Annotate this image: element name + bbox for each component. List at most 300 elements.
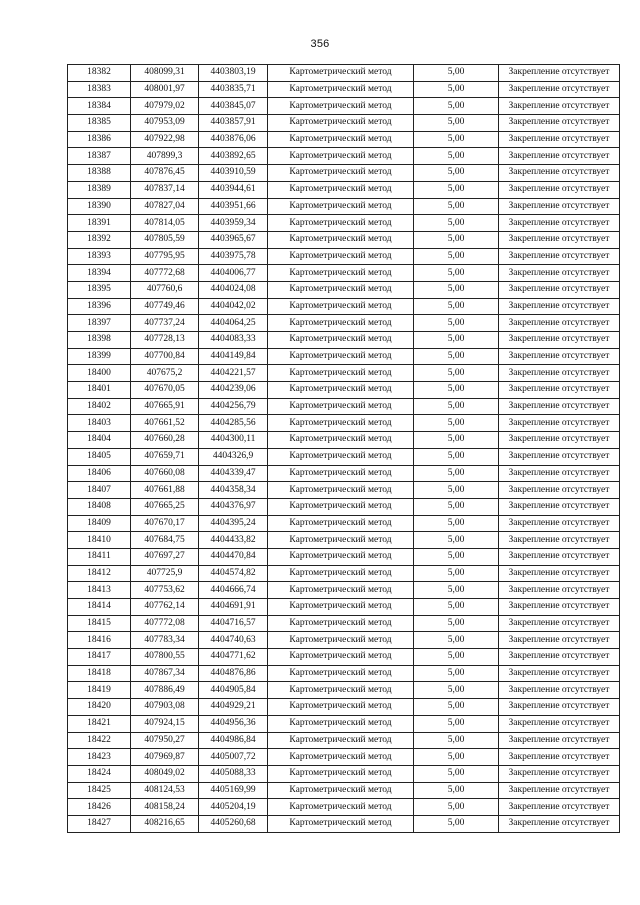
y-coordinate-cell: 4405169,99	[199, 782, 268, 799]
method-cell: Картометрический метод	[268, 81, 414, 98]
point-number-cell: 18417	[68, 649, 131, 666]
point-number-cell: 18399	[68, 348, 131, 365]
method-cell: Картометрический метод	[268, 749, 414, 766]
table-row	[68, 415, 620, 432]
method-cell: Картометрический метод	[268, 582, 414, 599]
error-cell: 5,00	[414, 498, 499, 515]
error-cell: 5,00	[414, 599, 499, 616]
table-row	[68, 215, 620, 232]
y-coordinate-cell: 4404285,56	[199, 415, 268, 432]
fixation-cell: Закрепление отсутствует	[499, 432, 620, 449]
x-coordinate-cell: 407659,71	[131, 448, 199, 465]
y-coordinate-cell: 4404691,91	[199, 599, 268, 616]
fixation-cell: Закрепление отсутствует	[499, 65, 620, 82]
fixation-cell: Закрепление отсутствует	[499, 599, 620, 616]
fixation-cell: Закрепление отсутствует	[499, 765, 620, 782]
table-row	[68, 348, 620, 365]
method-cell: Картометрический метод	[268, 298, 414, 315]
error-cell: 5,00	[414, 65, 499, 82]
method-cell: Картометрический метод	[268, 382, 414, 399]
error-cell: 5,00	[414, 548, 499, 565]
table-row	[68, 198, 620, 215]
y-coordinate-cell: 4404574,82	[199, 565, 268, 582]
error-cell: 5,00	[414, 732, 499, 749]
x-coordinate-cell: 407886,49	[131, 682, 199, 699]
fixation-cell: Закрепление отсутствует	[499, 332, 620, 349]
x-coordinate-cell: 407661,52	[131, 415, 199, 432]
method-cell: Картометрический метод	[268, 415, 414, 432]
fixation-cell: Закрепление отсутствует	[499, 782, 620, 799]
y-coordinate-cell: 4404905,84	[199, 682, 268, 699]
method-cell: Картометрический метод	[268, 148, 414, 165]
x-coordinate-cell: 407814,05	[131, 215, 199, 232]
point-number-cell: 18406	[68, 465, 131, 482]
point-number-cell: 18394	[68, 265, 131, 282]
y-coordinate-cell: 4404221,57	[199, 365, 268, 382]
point-number-cell: 18390	[68, 198, 131, 215]
point-number-cell: 18408	[68, 498, 131, 515]
error-cell: 5,00	[414, 298, 499, 315]
fixation-cell: Закрепление отсутствует	[499, 649, 620, 666]
x-coordinate-cell: 407969,87	[131, 749, 199, 766]
table-row	[68, 98, 620, 115]
y-coordinate-cell: 4403910,59	[199, 165, 268, 182]
x-coordinate-cell: 407753,62	[131, 582, 199, 599]
error-cell: 5,00	[414, 265, 499, 282]
x-coordinate-cell: 407953,09	[131, 115, 199, 132]
method-cell: Картометрический метод	[268, 165, 414, 182]
error-cell: 5,00	[414, 332, 499, 349]
method-cell: Картометрический метод	[268, 448, 414, 465]
y-coordinate-cell: 4404771,62	[199, 649, 268, 666]
method-cell: Картометрический метод	[268, 515, 414, 532]
point-number-cell: 18412	[68, 565, 131, 582]
table-row	[68, 181, 620, 198]
fixation-cell: Закрепление отсутствует	[499, 582, 620, 599]
y-coordinate-cell: 4403803,19	[199, 65, 268, 82]
table-row	[68, 515, 620, 532]
table-row	[68, 615, 620, 632]
method-cell: Картометрический метод	[268, 565, 414, 582]
y-coordinate-cell: 4404300,11	[199, 432, 268, 449]
table-row	[68, 599, 620, 616]
x-coordinate-cell: 407924,15	[131, 715, 199, 732]
fixation-cell: Закрепление отсутствует	[499, 348, 620, 365]
point-number-cell: 18427	[68, 815, 131, 832]
error-cell: 5,00	[414, 665, 499, 682]
error-cell: 5,00	[414, 565, 499, 582]
table-row	[68, 632, 620, 649]
point-number-cell: 18424	[68, 765, 131, 782]
method-cell: Картометрический метод	[268, 181, 414, 198]
table-row	[68, 799, 620, 816]
y-coordinate-cell: 4404470,84	[199, 548, 268, 565]
x-coordinate-cell: 407950,27	[131, 732, 199, 749]
y-coordinate-cell: 4404326,9	[199, 448, 268, 465]
error-cell: 5,00	[414, 81, 499, 98]
method-cell: Картометрический метод	[268, 98, 414, 115]
error-cell: 5,00	[414, 281, 499, 298]
table-row	[68, 565, 620, 582]
x-coordinate-cell: 407660,08	[131, 465, 199, 482]
y-coordinate-cell: 4404042,02	[199, 298, 268, 315]
table-row	[68, 148, 620, 165]
error-cell: 5,00	[414, 432, 499, 449]
point-number-cell: 18392	[68, 231, 131, 248]
point-number-cell: 18425	[68, 782, 131, 799]
x-coordinate-cell: 408099,31	[131, 65, 199, 82]
point-number-cell: 18421	[68, 715, 131, 732]
fixation-cell: Закрепление отсутствует	[499, 115, 620, 132]
error-cell: 5,00	[414, 448, 499, 465]
y-coordinate-cell: 4404433,82	[199, 532, 268, 549]
fixation-cell: Закрепление отсутствует	[499, 415, 620, 432]
fixation-cell: Закрепление отсутствует	[499, 615, 620, 632]
y-coordinate-cell: 4404149,84	[199, 348, 268, 365]
method-cell: Картометрический метод	[268, 699, 414, 716]
error-cell: 5,00	[414, 649, 499, 666]
y-coordinate-cell: 4403835,71	[199, 81, 268, 98]
y-coordinate-cell: 4403857,91	[199, 115, 268, 132]
x-coordinate-cell: 407876,45	[131, 165, 199, 182]
fixation-cell: Закрепление отсутствует	[499, 131, 620, 148]
y-coordinate-cell: 4404929,21	[199, 699, 268, 716]
x-coordinate-cell: 407867,34	[131, 665, 199, 682]
x-coordinate-cell: 407772,08	[131, 615, 199, 632]
fixation-cell: Закрепление отсутствует	[499, 749, 620, 766]
fixation-cell: Закрепление отсутствует	[499, 198, 620, 215]
method-cell: Картометрический метод	[268, 398, 414, 415]
error-cell: 5,00	[414, 415, 499, 432]
x-coordinate-cell: 407697,27	[131, 548, 199, 565]
method-cell: Картометрический метод	[268, 715, 414, 732]
point-number-cell: 18411	[68, 548, 131, 565]
fixation-cell: Закрепление отсутствует	[499, 498, 620, 515]
table-row	[68, 548, 620, 565]
error-cell: 5,00	[414, 582, 499, 599]
fixation-cell: Закрепление отсутствует	[499, 165, 620, 182]
y-coordinate-cell: 4405260,68	[199, 815, 268, 832]
y-coordinate-cell: 4404064,25	[199, 315, 268, 332]
error-cell: 5,00	[414, 749, 499, 766]
table-row	[68, 649, 620, 666]
x-coordinate-cell: 407795,95	[131, 248, 199, 265]
y-coordinate-cell: 4403959,34	[199, 215, 268, 232]
x-coordinate-cell: 407737,24	[131, 315, 199, 332]
fixation-cell: Закрепление отсутствует	[499, 382, 620, 399]
y-coordinate-cell: 4404666,74	[199, 582, 268, 599]
fixation-cell: Закрепление отсутствует	[499, 565, 620, 582]
y-coordinate-cell: 4404395,24	[199, 515, 268, 532]
point-number-cell: 18400	[68, 365, 131, 382]
table-row	[68, 298, 620, 315]
error-cell: 5,00	[414, 198, 499, 215]
x-coordinate-cell: 407979,02	[131, 98, 199, 115]
x-coordinate-cell: 407772,68	[131, 265, 199, 282]
fixation-cell: Закрепление отсутствует	[499, 98, 620, 115]
point-number-cell: 18419	[68, 682, 131, 699]
method-cell: Картометрический метод	[268, 348, 414, 365]
point-number-cell: 18401	[68, 382, 131, 399]
x-coordinate-cell: 408124,53	[131, 782, 199, 799]
error-cell: 5,00	[414, 765, 499, 782]
coordinates-table	[67, 64, 620, 833]
table-row	[68, 131, 620, 148]
method-cell: Картометрический метод	[268, 482, 414, 499]
method-cell: Картометрический метод	[268, 782, 414, 799]
table-row	[68, 582, 620, 599]
table-row	[68, 332, 620, 349]
x-coordinate-cell: 407660,28	[131, 432, 199, 449]
method-cell: Картометрический метод	[268, 632, 414, 649]
y-coordinate-cell: 4403876,06	[199, 131, 268, 148]
page-number: 356	[310, 38, 330, 50]
point-number-cell: 18387	[68, 148, 131, 165]
y-coordinate-cell: 4405088,33	[199, 765, 268, 782]
table-row	[68, 749, 620, 766]
table-row	[68, 165, 620, 182]
table-row	[68, 465, 620, 482]
x-coordinate-cell: 408049,02	[131, 765, 199, 782]
x-coordinate-cell: 407800,55	[131, 649, 199, 666]
x-coordinate-cell: 407670,17	[131, 515, 199, 532]
table-row	[68, 482, 620, 499]
fixation-cell: Закрепление отсутствует	[499, 81, 620, 98]
method-cell: Картометрический метод	[268, 365, 414, 382]
x-coordinate-cell: 407762,14	[131, 599, 199, 616]
point-number-cell: 18422	[68, 732, 131, 749]
error-cell: 5,00	[414, 615, 499, 632]
point-number-cell: 18402	[68, 398, 131, 415]
x-coordinate-cell: 407827,04	[131, 198, 199, 215]
error-cell: 5,00	[414, 815, 499, 832]
fixation-cell: Закрепление отсутствует	[499, 515, 620, 532]
method-cell: Картометрический метод	[268, 498, 414, 515]
fixation-cell: Закрепление отсутствует	[499, 265, 620, 282]
method-cell: Картометрический метод	[268, 315, 414, 332]
fixation-cell: Закрепление отсутствует	[499, 148, 620, 165]
fixation-cell: Закрепление отсутствует	[499, 298, 620, 315]
method-cell: Картометрический метод	[268, 732, 414, 749]
y-coordinate-cell: 4404376,97	[199, 498, 268, 515]
error-cell: 5,00	[414, 215, 499, 232]
point-number-cell: 18409	[68, 515, 131, 532]
method-cell: Картометрический метод	[268, 215, 414, 232]
error-cell: 5,00	[414, 782, 499, 799]
y-coordinate-cell: 4405204,19	[199, 799, 268, 816]
y-coordinate-cell: 4404083,33	[199, 332, 268, 349]
error-cell: 5,00	[414, 682, 499, 699]
table-row	[68, 65, 620, 82]
y-coordinate-cell: 4404239,06	[199, 382, 268, 399]
fixation-cell: Закрепление отсутствует	[499, 665, 620, 682]
table-row	[68, 248, 620, 265]
point-number-cell: 18397	[68, 315, 131, 332]
y-coordinate-cell: 4403845,07	[199, 98, 268, 115]
fixation-cell: Закрепление отсутствует	[499, 465, 620, 482]
y-coordinate-cell: 4404006,77	[199, 265, 268, 282]
fixation-cell: Закрепление отсутствует	[499, 799, 620, 816]
fixation-cell: Закрепление отсутствует	[499, 715, 620, 732]
point-number-cell: 18415	[68, 615, 131, 632]
y-coordinate-cell: 4404716,57	[199, 615, 268, 632]
table-row	[68, 315, 620, 332]
method-cell: Картометрический метод	[268, 198, 414, 215]
x-coordinate-cell: 407670,05	[131, 382, 199, 399]
error-cell: 5,00	[414, 515, 499, 532]
x-coordinate-cell: 407665,91	[131, 398, 199, 415]
y-coordinate-cell: 4403944,61	[199, 181, 268, 198]
x-coordinate-cell: 407922,98	[131, 131, 199, 148]
method-cell: Картометрический метод	[268, 615, 414, 632]
y-coordinate-cell: 4404986,84	[199, 732, 268, 749]
method-cell: Картометрический метод	[268, 432, 414, 449]
table-row	[68, 115, 620, 132]
x-coordinate-cell: 407700,84	[131, 348, 199, 365]
point-number-cell: 18420	[68, 699, 131, 716]
fixation-cell: Закрепление отсутствует	[499, 281, 620, 298]
fixation-cell: Закрепление отсутствует	[499, 398, 620, 415]
point-number-cell: 18393	[68, 248, 131, 265]
point-number-cell: 18418	[68, 665, 131, 682]
error-cell: 5,00	[414, 398, 499, 415]
error-cell: 5,00	[414, 632, 499, 649]
y-coordinate-cell: 4404358,34	[199, 482, 268, 499]
error-cell: 5,00	[414, 98, 499, 115]
y-coordinate-cell: 4404256,79	[199, 398, 268, 415]
y-coordinate-cell: 4404740,63	[199, 632, 268, 649]
fixation-cell: Закрепление отсутствует	[499, 448, 620, 465]
coordinates-table-body	[68, 65, 620, 833]
x-coordinate-cell: 407805,59	[131, 231, 199, 248]
error-cell: 5,00	[414, 165, 499, 182]
point-number-cell: 18403	[68, 415, 131, 432]
error-cell: 5,00	[414, 365, 499, 382]
method-cell: Картометрический метод	[268, 548, 414, 565]
method-cell: Картометрический метод	[268, 815, 414, 832]
method-cell: Картометрический метод	[268, 665, 414, 682]
table-row	[68, 281, 620, 298]
method-cell: Картометрический метод	[268, 248, 414, 265]
method-cell: Картометрический метод	[268, 682, 414, 699]
y-coordinate-cell: 4404956,36	[199, 715, 268, 732]
point-number-cell: 18407	[68, 482, 131, 499]
x-coordinate-cell: 407665,25	[131, 498, 199, 515]
y-coordinate-cell: 4403892,65	[199, 148, 268, 165]
table-row	[68, 765, 620, 782]
y-coordinate-cell: 4403951,66	[199, 198, 268, 215]
table-row	[68, 382, 620, 399]
point-number-cell: 18410	[68, 532, 131, 549]
table-row	[68, 682, 620, 699]
method-cell: Картометрический метод	[268, 465, 414, 482]
error-cell: 5,00	[414, 799, 499, 816]
error-cell: 5,00	[414, 699, 499, 716]
point-number-cell: 18383	[68, 81, 131, 98]
point-number-cell: 18404	[68, 432, 131, 449]
x-coordinate-cell: 407749,46	[131, 298, 199, 315]
x-coordinate-cell: 407783,34	[131, 632, 199, 649]
fixation-cell: Закрепление отсутствует	[499, 815, 620, 832]
fixation-cell: Закрепление отсутствует	[499, 732, 620, 749]
fixation-cell: Закрепление отсутствует	[499, 365, 620, 382]
x-coordinate-cell: 408001,97	[131, 81, 199, 98]
y-coordinate-cell: 4404339,47	[199, 465, 268, 482]
table-row	[68, 498, 620, 515]
error-cell: 5,00	[414, 465, 499, 482]
x-coordinate-cell: 407899,3	[131, 148, 199, 165]
point-number-cell: 18388	[68, 165, 131, 182]
method-cell: Картометрический метод	[268, 799, 414, 816]
point-number-cell: 18416	[68, 632, 131, 649]
x-coordinate-cell: 407903,08	[131, 699, 199, 716]
fixation-cell: Закрепление отсутствует	[499, 682, 620, 699]
method-cell: Картометрический метод	[268, 131, 414, 148]
point-number-cell: 18384	[68, 98, 131, 115]
fixation-cell: Закрепление отсутствует	[499, 315, 620, 332]
x-coordinate-cell: 407837,14	[131, 181, 199, 198]
point-number-cell: 18423	[68, 749, 131, 766]
method-cell: Картометрический метод	[268, 765, 414, 782]
table-row	[68, 365, 620, 382]
error-cell: 5,00	[414, 181, 499, 198]
point-number-cell: 18413	[68, 582, 131, 599]
point-number-cell: 18426	[68, 799, 131, 816]
point-number-cell: 18414	[68, 599, 131, 616]
table-row	[68, 432, 620, 449]
error-cell: 5,00	[414, 148, 499, 165]
point-number-cell: 18395	[68, 281, 131, 298]
x-coordinate-cell: 407684,75	[131, 532, 199, 549]
method-cell: Картометрический метод	[268, 115, 414, 132]
method-cell: Картометрический метод	[268, 231, 414, 248]
point-number-cell: 18396	[68, 298, 131, 315]
error-cell: 5,00	[414, 315, 499, 332]
y-coordinate-cell: 4403975,78	[199, 248, 268, 265]
method-cell: Картометрический метод	[268, 265, 414, 282]
method-cell: Картометрический метод	[268, 599, 414, 616]
point-number-cell: 18398	[68, 332, 131, 349]
fixation-cell: Закрепление отсутствует	[499, 215, 620, 232]
fixation-cell: Закрепление отсутствует	[499, 699, 620, 716]
error-cell: 5,00	[414, 115, 499, 132]
y-coordinate-cell: 4405007,72	[199, 749, 268, 766]
table-row	[68, 815, 620, 832]
method-cell: Картометрический метод	[268, 332, 414, 349]
point-number-cell: 18386	[68, 131, 131, 148]
table-row	[68, 665, 620, 682]
x-coordinate-cell: 407661,88	[131, 482, 199, 499]
point-number-cell: 18405	[68, 448, 131, 465]
fixation-cell: Закрепление отсутствует	[499, 231, 620, 248]
table-row	[68, 782, 620, 799]
table-row	[68, 81, 620, 98]
fixation-cell: Закрепление отсутствует	[499, 181, 620, 198]
table-row	[68, 715, 620, 732]
error-cell: 5,00	[414, 248, 499, 265]
error-cell: 5,00	[414, 532, 499, 549]
point-number-cell: 18389	[68, 181, 131, 198]
x-coordinate-cell: 407675,2	[131, 365, 199, 382]
fixation-cell: Закрепление отсутствует	[499, 248, 620, 265]
method-cell: Картометрический метод	[268, 65, 414, 82]
y-coordinate-cell: 4403965,67	[199, 231, 268, 248]
fixation-cell: Закрепление отсутствует	[499, 482, 620, 499]
y-coordinate-cell: 4404876,86	[199, 665, 268, 682]
error-cell: 5,00	[414, 715, 499, 732]
method-cell: Картометрический метод	[268, 649, 414, 666]
y-coordinate-cell: 4404024,08	[199, 281, 268, 298]
